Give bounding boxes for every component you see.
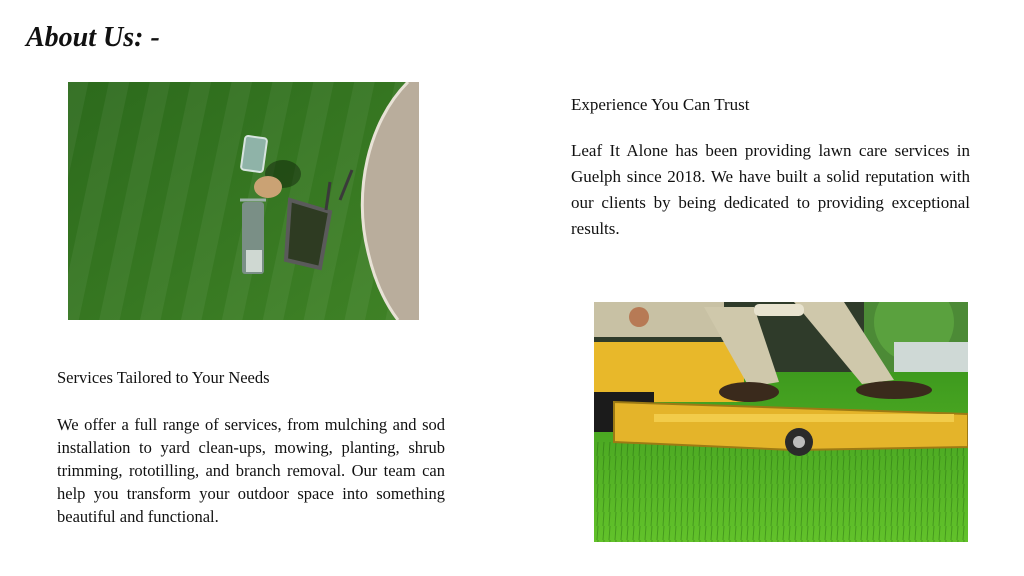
- section-heading: Services Tailored to Your Needs: [57, 368, 270, 387]
- section-services: [57, 366, 445, 528]
- riding-mower-photo: [594, 302, 968, 542]
- section-body: We offer a full range of services, from mulching and sod installation to yard clean-ups, mowing, planting, shrub trimming, rototilling, and branch removal. Our team can help you transform your outdoor space into something beautiful and functional.: [57, 415, 445, 526]
- section-experience: [571, 92, 970, 242]
- section-body: Leaf It Alone has been providing lawn care services in Guelph since 2018. We have built a solid reputation with our clients by being dedicated to providing exceptional results.: [571, 141, 970, 238]
- page-title: About Us: -: [26, 22, 160, 53]
- aerial-lawn-photo: [68, 82, 419, 320]
- section-heading: Experience You Can Trust: [571, 95, 750, 114]
